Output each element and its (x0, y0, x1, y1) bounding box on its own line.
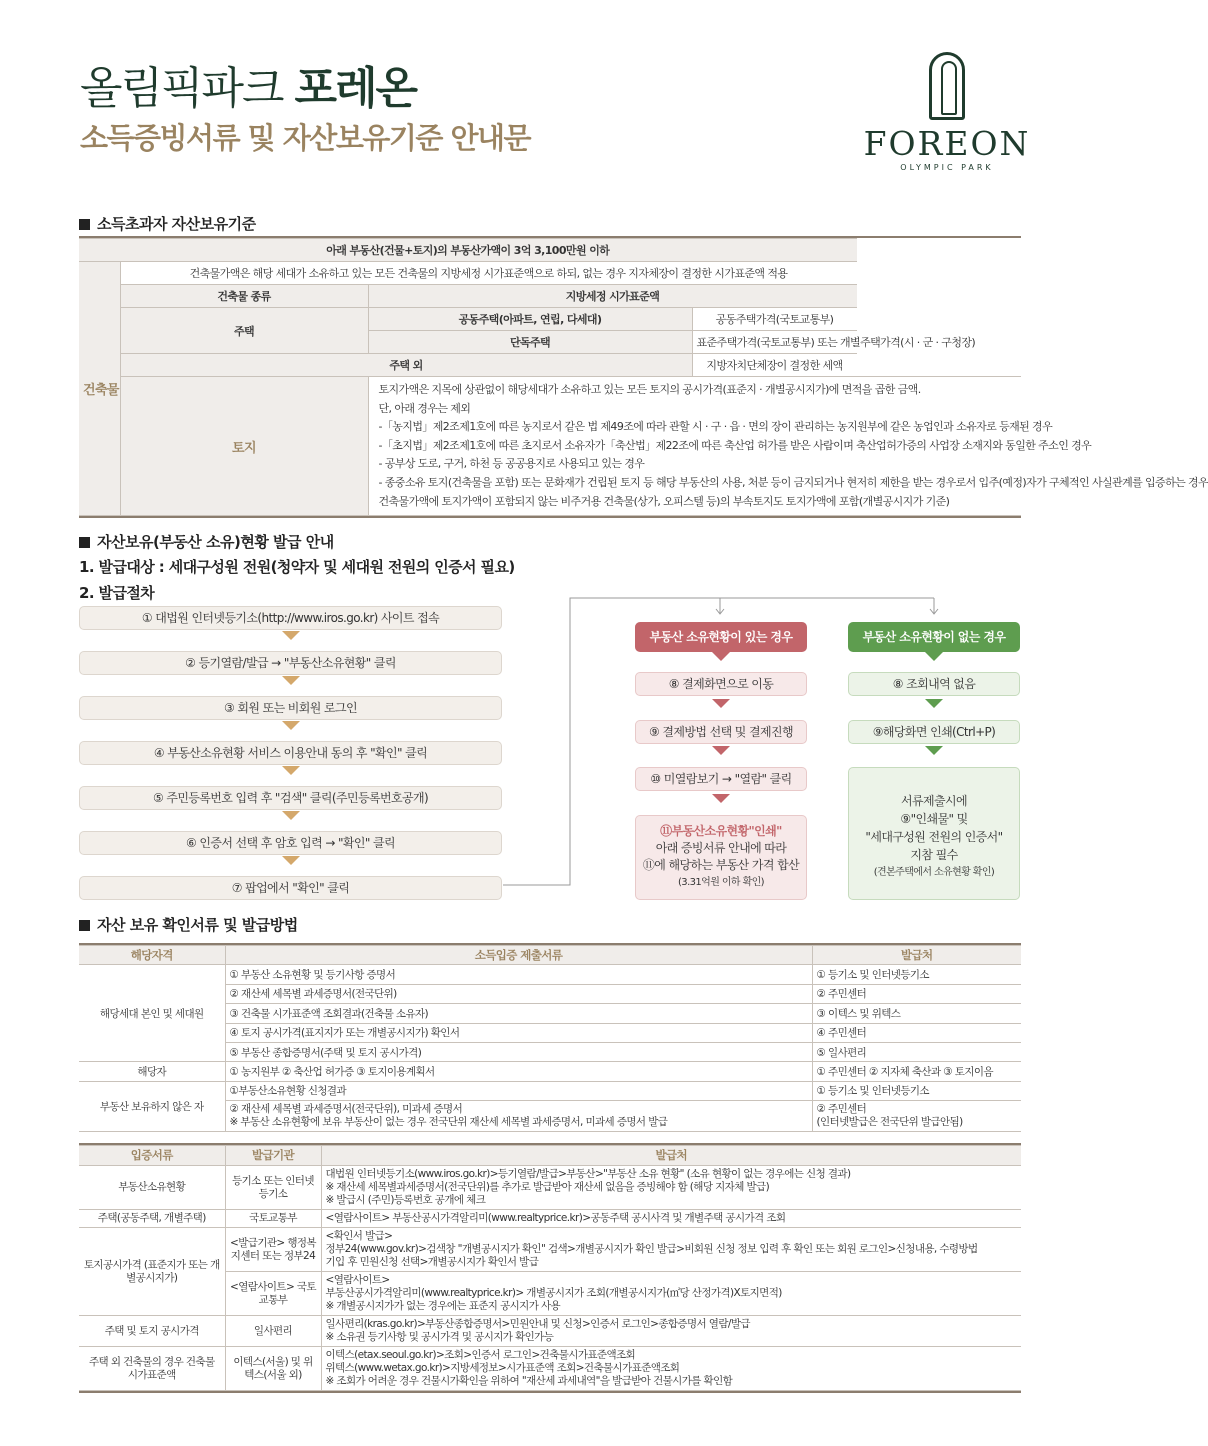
step-6: ⑥ 인증서 선택 후 암호 입력 → "확인" 클릭 (79, 831, 502, 855)
arrow-down-icon (282, 676, 300, 685)
page-subtitle: 소득증빙서류 및 자산보유기준 안내문 (80, 121, 531, 155)
section-heading-issuance: 자산보유(부동산 소유)현황 발급 안내 (79, 531, 334, 552)
arrow-down-icon (712, 699, 730, 708)
section-heading-asset-criteria: 소득초과자 자산보유기준 (79, 213, 256, 234)
arrow-down-icon (925, 746, 943, 755)
issuance-method-table: 입증서류 발급기관 발급처 부동산소유현황 등기소 또는 인터넷 등기소 대법원 인터넷등기소(www.iros.go.kr)>등기열람/발급>부동산>"부동산 소유 현황" (소유 현황이 없는 경우에는 신청 결과) ※ 재산세 세목별과세증명서(전국단위)를 추가로 발급받아 재산세 없음을 증빙해야 함 (해당 지자체 발급) ※ 발급시 (주민)등록번호 공개에 체크 주택(공동주택, 개별주택) 국토교통부 <열람사이트> 부동산공시가격알리미(www.realtyprice.kr)>공동주택 공시사격 및 개별주택 공시가격 조회 토지공시가격 (표준지가 또는 개별공시지가) <발급기관> 행정복지센터 또는 정부24 <확인서 발급> 정부24(www.gov.kr)>검색창 "개별공시지가 확인" 검색>개별공시지가 확인 발급>비회원 신청 정보 입력 후 확인 또는 회원 로그인>신청내용, 수령방법 기입 후 민원신청 선택>개별공시지가 확인서 발급 <열람사이트> 국토교통부 <열람사이트> 부동산공시가격알리미(www.realtyprice.kr)> 개별공시지가 조회(개별공시지가(㎡당 산정가격)X토지면적) ※ 개별공시지가가 없는 경우에는 표준지 공시지가 사용 주택 및 토지 공시가격 일사편리 일사편리(kras.go.kr)>부동산종합증명서>민원안내 및 신청>인증서 로그인>종합증명서 열람/발급 ※ 소유권 등기사항 및 공시가격 및 공시지가 확인가능 주택 외 건축물의 경우 건축물 시가표준액 이텍스(서울) 및 위텍스(서울 외) 이텍스(etax.seoul.go.kr)>조회>인증서 로그인>건축물시가표준액조회 위텍스(www.wetax.go.kr)>지방세정보>시가표준액 조회>건축물시가표준액조회 ※ 조회가 어려운 경우 건물시가확인을 위하여 "재산세 과세내역"을 발급받아 건물시가를 확인함 (79, 1143, 1021, 1393)
arrow-down-icon (712, 746, 730, 755)
arrow-down-icon (925, 699, 943, 708)
has-property-header: 부동산 소유현황이 있는 경우 (635, 622, 807, 652)
none-step-8: ⑧ 조회내역 없음 (848, 672, 1020, 696)
arrow-down-icon (925, 652, 943, 661)
step-5: ⑤ 주민등록번호 입력 후 "검색" 클릭(주민등록번호공개) (79, 786, 502, 810)
issuance-target: 1. 발급대상 : 세대구성원 전원(청약자 및 세대원 전원의 인증서 필요) (79, 558, 515, 576)
documents-table: 해당자격 소득입증 제출서류 발급처 해당세대 본인 및 세대원 ① 부동산 소유현황 및 등기사항 증명서 ① 등기소 및 인터넷등기소 ② 재산세 세목별 과세증명서(전국단위) ② 주민센터 ③ 건축물 시가표준액 조회결과(건축물 소유자) ③ 이텍스 및 위텍스 ④ 토지 공시가격(표지지가 또는 개별공시지가) 확인서 ④ 주민센터 ⑤ 부동산 종합증명서(주택 및 토지 공시가격) ⑤ 일사편리 해당자 ① 농지원부 ② 축산업 허가증 ③ 토지이용계획서 ① 주민센터 ② 지자체 축산과 ③ 토지이음 부동산 보유하지 않은 자 ①부동산소유현황 신청결과 ① 등기소 및 인터넷등기소 ② 재산세 세목별 과세증명서(전국단위), 미과세 증명서 ※ 부동산 소유현황에 보유 부동산이 없는 경우 전국단위 재산세 세목별 과세증명서, 미과세 증명서 발급 ② 주민센터 (인터넷발급은 전국단위 발급안됨) (79, 943, 1021, 1132)
arrow-down-icon (282, 811, 300, 820)
none-step-9: ⑨해당화면 인쇄(Ctrl+P) (848, 720, 1020, 744)
issuance-procedure: 2. 발급절차 (79, 584, 155, 602)
none-final-box: 서류제출시에 ⑨"인쇄물" 및 "세대구성원 전원의 인증서" 지참 필수 (견본주택에서 소유현황 확인) (848, 767, 1020, 900)
section-heading-documents: 자산 보유 확인서류 및 발급방법 (79, 914, 298, 935)
logo-mark-icon (929, 52, 965, 120)
step-2: ② 등기열람/발급 → "부동산소유현황" 클릭 (79, 651, 502, 675)
arrow-down-icon (282, 631, 300, 640)
no-property-header: 부동산 소유현황이 없는 경우 (848, 622, 1020, 652)
step-1: ① 대법원 인터넷등기소(http://www.iros.go.kr) 사이트 접속 (79, 606, 502, 630)
has-step-9: ⑨ 결제방법 선택 및 결제진행 (635, 720, 807, 744)
asset-criteria-table: 아래 부동산(건물+토지)의 부동산가액이 3억 3,100만원 이하 건축물 건축물가액은 해당 세대가 소유하고 있는 모든 건축물의 지방세정 시가표준액으로 하되, 없는 경우 지자체장이 결정한 시가표준액 적용 건축물 종류 지방세정 시가표준액 주택 공동주택(아파트, 연립, 다세대) 공동주택가격(국토교통부) 단독주택 표준주택가격(국토교통부) 또는 개별주택가격(시 · 군 · 구청장) 주택 외 지방자치단체장이 결정한 세액 토지 토지가액은 지목에 상관없이 해당세대가 소유하고 있는 모든 토지의 공시가격(표준지 · 개별공시지가)에 면적을 곱한 금액. 단, 아래 경우는 제외 -「농지법」제2조제1호에 따른 농지로서 같은 법 제49조에 따라 관할 시 · 구 · 읍 · 면의 장이 관리하는 농지원부에 같은 농업인과 소유자로 등재된 경우 -「초지법」제2조제1호에 따른 초지로서 소유자가「축산법」제22조에 따른 축산업 허가를 받은 사람이며 축산업허가증의 사업장 소재지와 동일한 주소인 경우 - 공부상 도로, 구거, 하천 등 공공용지로 사용되고 있는 경우 - 종중소유 토지(건축물을 포함) 또는 문화재가 건립된 토지 등 해당 부동산의 사용, 처분 등이 금지되거나 현저히 제한을 받는 경우로서 입주(예정)자가 구체적인 사실관계를 입증하는 경우 건축물가액에 토지가액이 포함되지 않는 비주거용 건축물(상가, 오피스텔 등)의 부속토지도 토지가액에 포함(개별공시지가 기준) (79, 236, 1021, 518)
arrow-down-icon (712, 794, 730, 803)
step-7: ⑦ 팝업에서 "확인" 클릭 (79, 876, 502, 900)
step-4: ④ 부동산소유현황 서비스 이용안내 동의 후 "확인" 클릭 (79, 741, 502, 765)
arrow-down-icon (282, 721, 300, 730)
has-step-10: ⑩ 미열람보기 → "열람" 클릭 (635, 767, 807, 791)
land-criteria-text: 토지가액은 지목에 상관없이 해당세대가 소유하고 있는 모든 토지의 공시가격(표준지 · 개별공시지가)에 면적을 곱한 금액. 단, 아래 경우는 제외 -「농지법」제2조제1호에 따른 농지로서 같은 법 제49조에 따라 관할 시 · 구 · 읍 · 면의 장이 관리하는 농지원부에 같은 농업인과 소유자로 등재된 경우 -「초지법」제2조제1호에 따른 초지로서 소유자가「축산법」제22조에 따른 축산업 허가를 받은 사람이며 축산업허가증의 사업장 소재지와 동일한 주소인 경우 - 공부상 도로, 구거, 하천 등 공공용지로 사용되고 있는 경우 - 종중소유 토지(건축물을 포함) 또는 문화재가 건립된 토지 등 해당 부동산의 사용, 처분 등이 금지되거나 현저히 제한을 받는 경우로서 입주(예정)자가 구체적인 사실관계를 입증하는 경우 건축물가액에 토지가액이 포함되지 않는 비주거용 건축물(상가, 오피스텔 등)의 부속토지도 토지가액에 포함(개별공시지가 기준) (368, 377, 1021, 516)
arrow-down-icon (282, 856, 300, 865)
arrow-down-icon (282, 766, 300, 775)
has-final-box: ⑪부동산소유현황"인쇄" 아래 증빙서류 안내에 따라 ⑪에 해당하는 부동산 가격 합산 (3.31억원 이하 확인) (635, 815, 807, 900)
arrow-down-icon (712, 652, 730, 661)
step-3: ③ 회원 또는 비회원 로그인 (79, 696, 502, 720)
page-title: 올림픽파크 포레온 (80, 63, 417, 114)
has-step-8: ⑧ 결제화면으로 이동 (635, 672, 807, 696)
foreon-logo: FOREON OLYMPIC PARK (862, 52, 1032, 182)
